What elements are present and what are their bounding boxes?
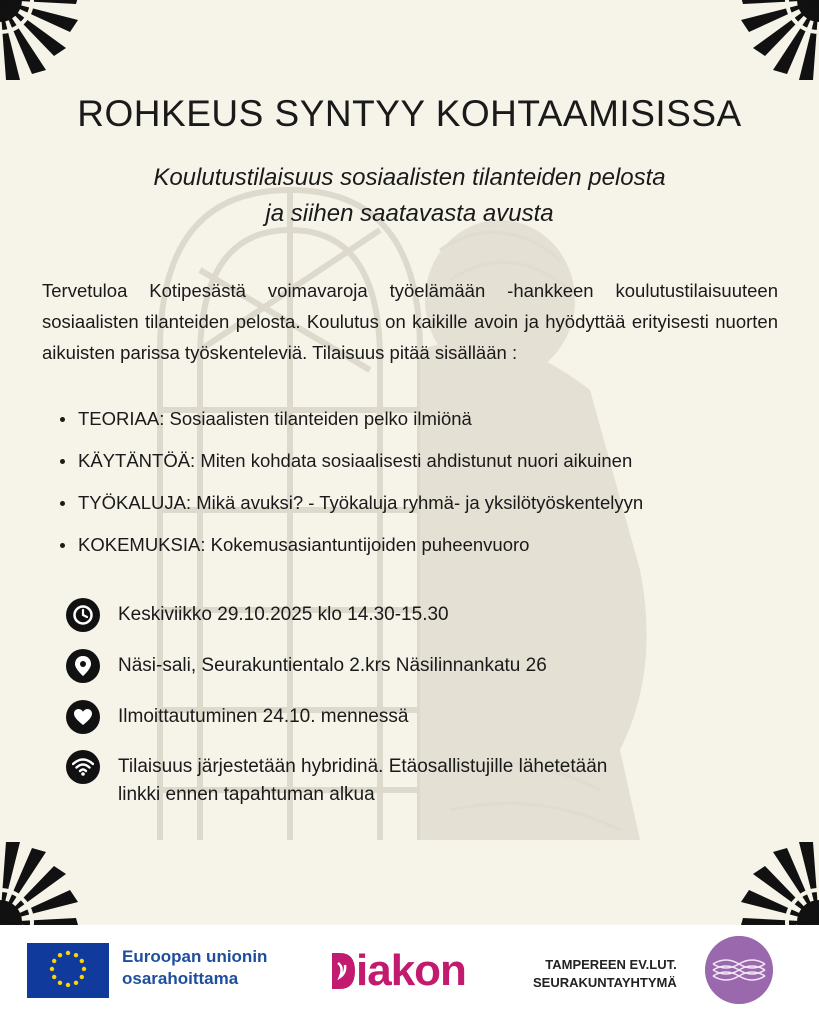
subtitle-line: Koulutustilaisuus sosiaalisten tilanteiden pelosta [153,164,666,191]
corner-ornament-icon [739,842,819,925]
detail-text: Näsi-sali, Seurakuntientalo 2.krs Näsilinnankatu 26 [118,655,547,676]
subtitle-line: ja siihen saatavasta avusta [265,200,554,227]
detail-text [118,750,607,809]
list-item: TEORIAA: Sosiaalisten tilanteiden pelko ilmiönä [58,398,643,440]
eu-flag-icon [27,943,109,998]
location-pin-icon [66,649,100,683]
intro-paragraph: Tervetuloa Kotipesästä voimavaroja työelämään -hankkeen koulutustilaisuuteen sosiaalisten tilanteiden pelosta. Koulutus on kaikille avoin ja hyödyttää erityisesti nuorten aikuisten parissa työskenteleviä. Tilaisuus pitää sisällään : [42,280,778,363]
subtitle [0,160,819,232]
detail-text: Keskiviikko 29.10.2025 klo 14.30-15.30 [118,604,449,625]
program-list [58,398,643,566]
clock-icon [66,598,100,632]
eu-label-line: osarahoittama [122,969,239,988]
corner-ornament-icon [739,0,819,80]
list-item: KOKEMUKSIA: Kokemusasiantuntijoiden puheenvuoro [58,524,643,566]
detail-text-line: linkki ennen tapahtuman alkua [118,784,375,805]
eu-funding-label [122,946,267,990]
event-details [66,598,607,820]
diakon-wordmark: iakon [356,946,466,995]
corner-ornament-icon [0,842,80,925]
detail-registration [66,700,607,750]
diakon-d-icon [330,951,356,991]
eu-label-line: Euroopan unionin [122,947,268,966]
list-item: TYÖKALUJA: Mikä avuksi? - Työkaluja ryhmä- ja yksilötyöskentelyyn [58,482,643,524]
list-item: KÄYTÄNTÖÄ: Miten kohdata sosiaalisesti ahdistunut nuori aikuinen [58,440,643,482]
detail-hybrid [66,750,607,820]
tampere-label-line: SEURAKUNTAYHTYMÄ [533,975,677,990]
detail-text: Ilmoittautuminen 24.10. mennessä [118,706,409,727]
detail-text-line: Tilaisuus järjestetään hybridinä. Etäosallistujille lähetetään [118,756,608,777]
detail-time [66,598,607,649]
tampere-logo-icon [705,936,773,1004]
corner-ornament-icon [0,0,80,80]
detail-location [66,649,607,700]
page-title: ROHKEUS SYNTYY KOHTAAMISISSA [77,93,742,134]
heart-icon [66,700,100,734]
tampere-label-line: TAMPEREEN EV.LUT. [545,957,677,972]
tampere-label [533,956,677,992]
diakon-logo [330,946,466,996]
wifi-icon [66,750,100,784]
